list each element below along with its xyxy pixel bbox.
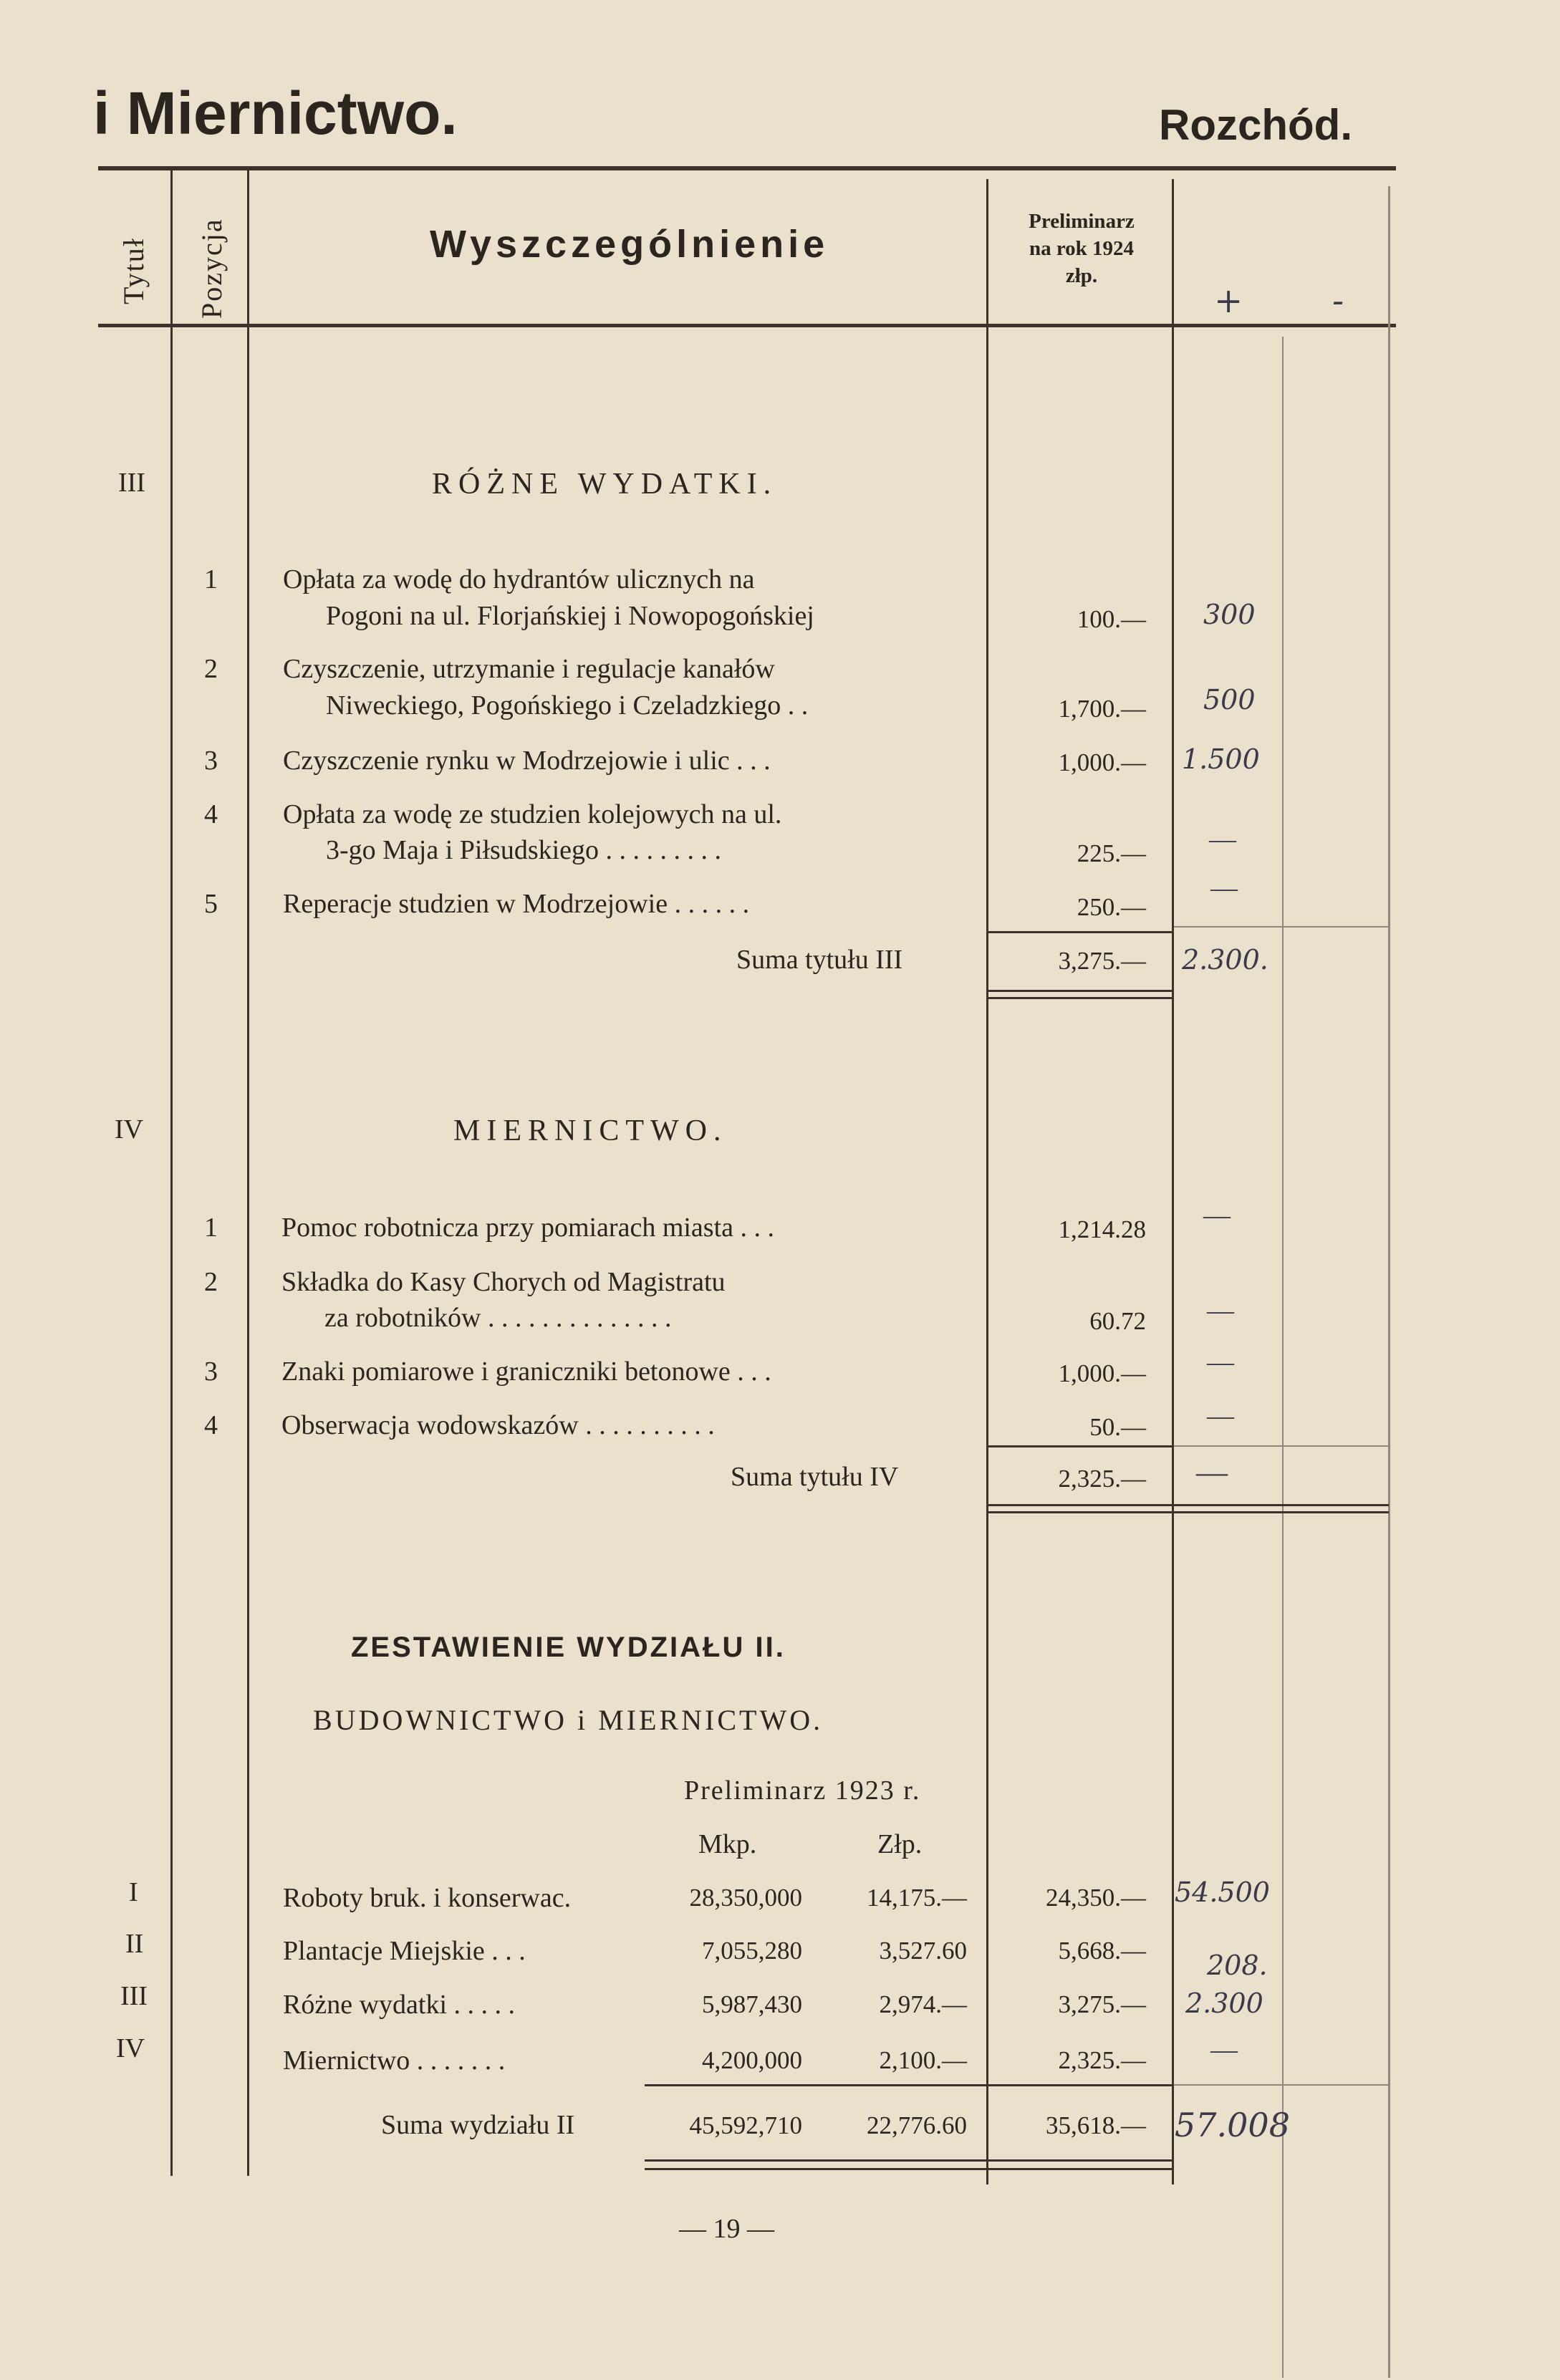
summary-row3-mkp: 5,987,430 <box>702 1990 802 2018</box>
pozycja-column-rule <box>247 170 249 2176</box>
section3-sum-double-rule-2 <box>986 997 1174 999</box>
summary-row3-zlp: 2,974.— <box>879 1990 967 2018</box>
section3-item2-line2: Niweckiego, Pogońskiego i Czeladzkiego . . <box>326 690 809 721</box>
summary-sum-label: Suma wydziału II <box>381 2110 575 2140</box>
section3-item4-line2: 3-go Maja i Piłsudskiego . . . . . . . . . <box>326 835 722 865</box>
section3-item1-line2: Pogoni na ul. Florjańskiej i Nowopogońskiej <box>326 601 814 631</box>
column-header-preliminarz <box>996 208 1167 289</box>
section4-item3-amount: 1,000.— <box>1058 1359 1146 1387</box>
summary-row2-mkp: 7,055,280 <box>702 1937 802 1965</box>
summary-sum-mkp: 45,592,710 <box>689 2111 802 2139</box>
summary-row4-zlp: 2,100.— <box>879 2046 967 2074</box>
section3-item1-hand: 300 <box>1203 599 1256 630</box>
section3-item3-hand: 1.500 <box>1182 743 1260 775</box>
section3-sum-label: Suma tytułu III <box>736 945 903 975</box>
summary-sum-double-rule-1 <box>645 2159 1174 2162</box>
section3-subtotal-rule <box>986 931 1174 933</box>
section4-sum-double-rule-2 <box>986 1511 1389 1513</box>
section4-sum-double-rule-1 <box>986 1504 1389 1506</box>
section3-sum-amount: 3,275.— <box>1058 947 1146 975</box>
section3-item5-no: 5 <box>204 889 218 919</box>
column-header-tytul: Tytuł <box>117 237 150 304</box>
section4-sum-hand: — <box>1196 1455 1228 1490</box>
section4-item3-no: 3 <box>204 1357 218 1387</box>
summary-row1-mkp: 28,350,000 <box>689 1884 802 1912</box>
section4-item3-hand: — <box>1207 1347 1234 1377</box>
section3-item5-hand: — <box>1210 873 1238 903</box>
summary-title: ZESTAWIENIE WYDZIAŁU II. <box>351 1632 786 1663</box>
summary-col-mkp: Mkp. <box>698 1829 757 1859</box>
summary-sum-zlp: 22,776.60 <box>867 2111 967 2139</box>
section4-item2-no: 2 <box>204 1267 218 1297</box>
top-rule <box>98 166 1396 170</box>
summary-sum-prelim: 35,618.— <box>1046 2111 1146 2139</box>
section4-item1-line1: Pomoc robotnicza przy pomiarach miasta . . . <box>281 1213 775 1243</box>
column-header-plus: + <box>1214 281 1243 321</box>
section4-item2-line1: Składka do Kasy Chorych od Magistratu <box>281 1267 726 1297</box>
section4-item1-hand: — <box>1203 1200 1231 1230</box>
section4-item1-amount: 1,214.28 <box>1058 1215 1146 1243</box>
section3-item4-amount: 225.— <box>1077 839 1146 867</box>
summary-row3-tytul: III <box>120 1981 148 2011</box>
section4-subtotal-rule <box>986 1445 1174 1447</box>
summary-row1-zlp: 14,175.— <box>867 1884 967 1912</box>
section3-item1-line1: Opłata za wodę do hydrantów ulicznych na <box>283 564 755 594</box>
summary-row3-prelim: 3,275.— <box>1058 1990 1146 2018</box>
section4-item2-line2: za robotników . . . . . . . . . . . . . . <box>324 1303 672 1333</box>
section3-item2-no: 2 <box>204 654 218 684</box>
summary-subtitle: BUDOWNICTWO i MIERNICTWO. <box>313 1704 824 1736</box>
tytul-column-rule <box>170 170 173 2176</box>
summary-col-zlp: Złp. <box>877 1829 923 1859</box>
summary-row4-tytul: IV <box>116 2033 145 2063</box>
summary-row4-prelim: 2,325.— <box>1058 2046 1146 2074</box>
summary-row1-hand: 54.500 <box>1175 1876 1270 1908</box>
section4-sum-label: Suma tytułu IV <box>731 1462 899 1492</box>
section4-title: MIERNICTWO. <box>453 1114 728 1147</box>
summary-subtotal-rule-right <box>1174 2084 1389 2086</box>
summary-row2-hand: 208. <box>1207 1950 1268 1981</box>
section4-item2-amount: 60.72 <box>1089 1307 1146 1335</box>
section4-item3-line1: Znaki pomiarowe i graniczniki betonowe . . . <box>281 1357 771 1387</box>
section3-subtotal-rule-right <box>1174 926 1389 928</box>
column-header-minus: - <box>1332 281 1344 321</box>
preliminarz-line1: Preliminarz <box>1029 210 1135 233</box>
summary-row4-mkp: 4,200,000 <box>702 2046 802 2074</box>
summary-row2-prelim: 5,668.— <box>1058 1937 1146 1965</box>
column-header-wyszczegolnienie: Wyszczególnienie <box>430 223 829 266</box>
column-header-pozycja: Pozycja <box>196 218 228 319</box>
summary-row3-hand: 2.300 <box>1185 1988 1263 2019</box>
summary-row4-label: Miernictwo . . . . . . . <box>283 2046 506 2076</box>
section3-sum-double-rule-1 <box>986 990 1174 992</box>
page-number: — 19 — <box>679 2214 774 2244</box>
section3-item4-hand: — <box>1209 824 1236 854</box>
summary-row1-label: Roboty bruk. i konserwac. <box>283 1883 572 1913</box>
section4-subtotal-rule-right <box>1174 1445 1389 1447</box>
summary-sum-double-rule-2 <box>645 2168 1174 2170</box>
summary-row2-label: Plantacje Miejskie . . . <box>283 1936 526 1966</box>
header-bottom-rule <box>98 324 1396 327</box>
section3-item2-amount: 1,700.— <box>1058 695 1146 723</box>
section3-item3-amount: 1,000.— <box>1058 748 1146 776</box>
section4-item4-no: 4 <box>204 1410 218 1440</box>
section3-item2-line1: Czyszczenie, utrzymanie i regulacje kanałów <box>283 654 775 684</box>
section3-item5-amount: 250.— <box>1077 893 1146 921</box>
preliminarz-left-rule <box>986 179 988 2184</box>
page-header-rozchod: Rozchód. <box>1159 101 1352 149</box>
summary-row1-tytul: I <box>129 1877 138 1907</box>
page-header-title: i Miernictwo. <box>93 80 458 147</box>
summary-subtotal-rule <box>645 2084 1174 2086</box>
summary-row4-hand: — <box>1210 2035 1238 2065</box>
section3-item3-no: 3 <box>204 746 218 776</box>
preliminarz-right-rule <box>1172 179 1174 2184</box>
section4-item4-amount: 50.— <box>1089 1413 1146 1441</box>
section4-item4-line1: Obserwacja wodowskazów . . . . . . . . . . <box>281 1410 715 1440</box>
section3-item4-no: 4 <box>204 799 218 829</box>
summary-row2-tytul: II <box>125 1929 144 1959</box>
section3-item1-no: 1 <box>204 564 218 594</box>
summary-prelim-label: Preliminarz 1923 r. <box>684 1776 921 1806</box>
section4-item1-no: 1 <box>204 1213 218 1243</box>
preliminarz-line3: złp. <box>1065 264 1098 287</box>
section3-item2-hand: 500 <box>1203 684 1256 716</box>
section3-item5-line1: Reperacje studzien w Modrzejowie . . . . . . <box>283 889 750 919</box>
preliminarz-line2: na rok 1924 <box>1029 237 1135 260</box>
summary-row3-label: Różne wydatki . . . . . <box>283 1990 516 2020</box>
section3-item4-line1: Opłata za wodę ze studzien kolejowych na ul. <box>283 799 782 829</box>
section3-item3-line1: Czyszczenie rynku w Modrzejowie i ulic . . . <box>283 746 771 776</box>
summary-sum-hand: 57.008 <box>1175 2106 1290 2144</box>
section3-sum-hand: 2.300. <box>1182 944 1268 975</box>
section3-item1-amount: 100.— <box>1077 605 1146 633</box>
right-margin-rule <box>1388 186 1390 2378</box>
section4-item4-hand: — <box>1207 1401 1234 1431</box>
summary-row2-zlp: 3,527.60 <box>879 1937 967 1965</box>
section3-tytul: III <box>118 468 145 498</box>
section4-sum-amount: 2,325.— <box>1058 1465 1146 1493</box>
summary-row1-prelim: 24,350.— <box>1046 1884 1146 1912</box>
section4-item2-hand: — <box>1207 1296 1234 1326</box>
plus-minus-rule <box>1282 337 1284 2378</box>
section3-title: RÓŻNE WYDATKI. <box>432 468 778 501</box>
section4-tytul: IV <box>115 1114 144 1145</box>
